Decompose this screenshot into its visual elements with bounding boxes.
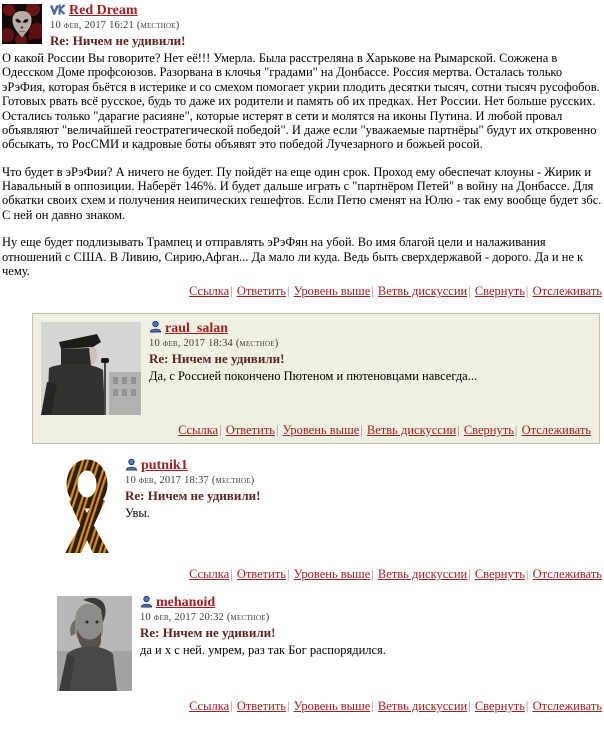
link-track[interactable]: Отслеживать <box>521 422 591 437</box>
separator: | <box>287 699 290 714</box>
link-parent[interactable]: Уровень выше <box>293 567 371 581</box>
separator: | <box>230 699 233 714</box>
link-permalink[interactable]: Ссылка <box>189 284 230 299</box>
link-collapse[interactable]: Свернуть <box>474 699 525 714</box>
comment-paragraph: Да, с Россией покончено Пютеном и пютеновцами навсегда... <box>149 368 478 383</box>
link-reply[interactable]: Ответить <box>236 284 286 299</box>
comment-red-dream <box>2 3 602 299</box>
separator: | <box>371 567 374 581</box>
separator: | <box>371 284 374 299</box>
comment-mehanoid <box>57 595 602 713</box>
userpic-red-dream[interactable] <box>2 4 42 44</box>
comment-paragraph: Увы. <box>125 506 150 520</box>
link-parent[interactable]: Уровень выше <box>293 284 371 299</box>
username-link[interactable]: putnik1 <box>141 457 188 473</box>
separator: | <box>525 699 529 714</box>
link-thread[interactable]: Ветвь дискуссии <box>377 567 468 581</box>
userpic-raul-salan[interactable] <box>41 322 141 415</box>
link-collapse[interactable]: Свернуть <box>474 567 525 581</box>
link-thread[interactable]: Ветвь дискуссии <box>377 699 468 714</box>
comment-header <box>57 595 602 657</box>
lj-user-icon[interactable] <box>125 458 138 474</box>
separator: | <box>287 567 290 581</box>
comment-subject: Re: Ничем не удивили! <box>125 488 261 504</box>
comment-date: 10 фев, 2017 18:34 (местное) <box>149 337 279 349</box>
link-parent[interactable]: Уровень выше <box>282 422 360 437</box>
separator: | <box>468 284 471 299</box>
comment-subject: Re: Ничем не удивили! <box>140 625 276 641</box>
separator: | <box>230 567 233 581</box>
separator: | <box>219 422 222 437</box>
link-thread[interactable]: Ветвь дискуссии <box>377 284 468 299</box>
st-george-ribbon-avatar-image <box>57 459 117 559</box>
comment-paragraph: Что будет в эРэФии? А ничего не будет. Пу пойдёт на еще один срок. Проход ему обеспечат клоуны - Жирик и Навальный в оппозиции. Наберёт 146%. И будет дальше играть с "партнёром Петей" в войну на Донбассе. Для обкатки своих схем и получения неипических гешефтов. Если Петю сменят на Юлю - так ему вообще будет збс. С ней он давно знаком. <box>2 164 602 222</box>
separator: | <box>276 422 279 437</box>
comment-date: 10 фев, 2017 20:32 (местное) <box>140 612 270 624</box>
link-track[interactable]: Отслеживать <box>532 699 602 714</box>
comment-subject: Re: Ничем не удивили! <box>149 350 285 366</box>
separator: | <box>525 284 529 299</box>
separator: | <box>457 422 460 437</box>
comment-raul-salan <box>32 313 600 444</box>
link-track[interactable]: Отслеживать <box>532 567 602 581</box>
comment-date: 10 фев, 2017 18:37 (местное) <box>125 475 255 486</box>
link-collapse[interactable]: Свернуть <box>463 422 514 437</box>
officer-photo-avatar-image <box>41 322 141 415</box>
comment-action-links <box>41 417 591 437</box>
comment-body <box>2 51 602 278</box>
username-link[interactable]: Red Dream <box>69 2 138 18</box>
comment-body <box>57 643 602 657</box>
separator: | <box>230 284 233 299</box>
lj-user-icon[interactable] <box>140 595 153 611</box>
link-reply[interactable]: Ответить <box>236 567 286 581</box>
separator: | <box>360 422 363 437</box>
userpic-putnik1[interactable] <box>57 459 117 559</box>
separator: | <box>525 567 529 581</box>
vk-icon[interactable] <box>50 4 66 18</box>
comment-date: 10 фев, 2017 16:21 (местное) <box>50 20 180 31</box>
link-reply[interactable]: Ответить <box>225 422 275 437</box>
username-link[interactable]: raul_salan <box>165 320 229 336</box>
comment-putnik1 <box>57 458 602 581</box>
link-collapse[interactable]: Свернуть <box>474 284 525 299</box>
link-track[interactable]: Отслеживать <box>532 284 602 299</box>
comment-body <box>57 506 602 520</box>
comment-action-links <box>57 693 602 713</box>
link-reply[interactable]: Ответить <box>236 699 286 714</box>
alien-skull-avatar-image <box>2 4 42 44</box>
username-link[interactable]: mehanoid <box>156 595 216 611</box>
comment-action-links <box>2 278 602 298</box>
separator: | <box>468 567 471 581</box>
comment-header <box>57 458 602 520</box>
comment-header <box>2 3 602 49</box>
link-thread[interactable]: Ветвь дискуссии <box>366 422 457 437</box>
comment-paragraph: да и х с ней. умрем, раз так Бог распорядился. <box>140 643 386 658</box>
comment-action-links <box>57 561 602 581</box>
link-permalink[interactable]: Ссылка <box>178 422 219 437</box>
userpic-mehanoid[interactable] <box>57 596 132 691</box>
separator: | <box>514 422 518 437</box>
link-permalink[interactable]: Ссылка <box>189 567 230 581</box>
comment-paragraph: Ну еще будет подлизывать Трампец и отправлять эРэФян на убой. Во имя благой цели и налаживания отношений с США. В Ливию, Сирию,Афган... Да мало ли куда. Ведь быть сверхдержавой - дорого. Да и не к чему. <box>2 235 584 278</box>
comment-subject: Re: Ничем не удивили! <box>50 33 186 49</box>
lj-user-icon[interactable] <box>149 320 162 336</box>
separator: | <box>287 284 290 299</box>
link-permalink[interactable]: Ссылка <box>189 699 230 714</box>
comment-paragraph: О какой России Вы говорите? Нет её!!! Умерла. Была расстреляна в Харькове на Рымарской. Сожжена в Одесском Доме профсоюзов. Разорвана в клочья "градами" на Донбассе. Россия мертва. Осталась только эРэФия, которая бьётся в истерике и со смехом помогает укрии плодить десятки тысяч, сотни тысяч русофобов. Готовых рвать всё русское, будь то даже их родители и память об их предках. Нет России. Нет больше русских. Остались только "дарагие расияне", которые истерят в сети и молятся на иконы Путина. И любой провал объявляют "величайшей геостратегической победой". И даже если "уважаемые партнёры" будут их откровенно обсыкать, то РосСМИ и кадровые боты объявят это победой Лучезарного и божьей росой. <box>2 51 600 152</box>
separator: | <box>371 699 374 714</box>
link-parent[interactable]: Уровень выше <box>293 699 371 714</box>
bearded-man-photo-avatar-image <box>57 596 132 691</box>
separator: | <box>468 699 471 714</box>
